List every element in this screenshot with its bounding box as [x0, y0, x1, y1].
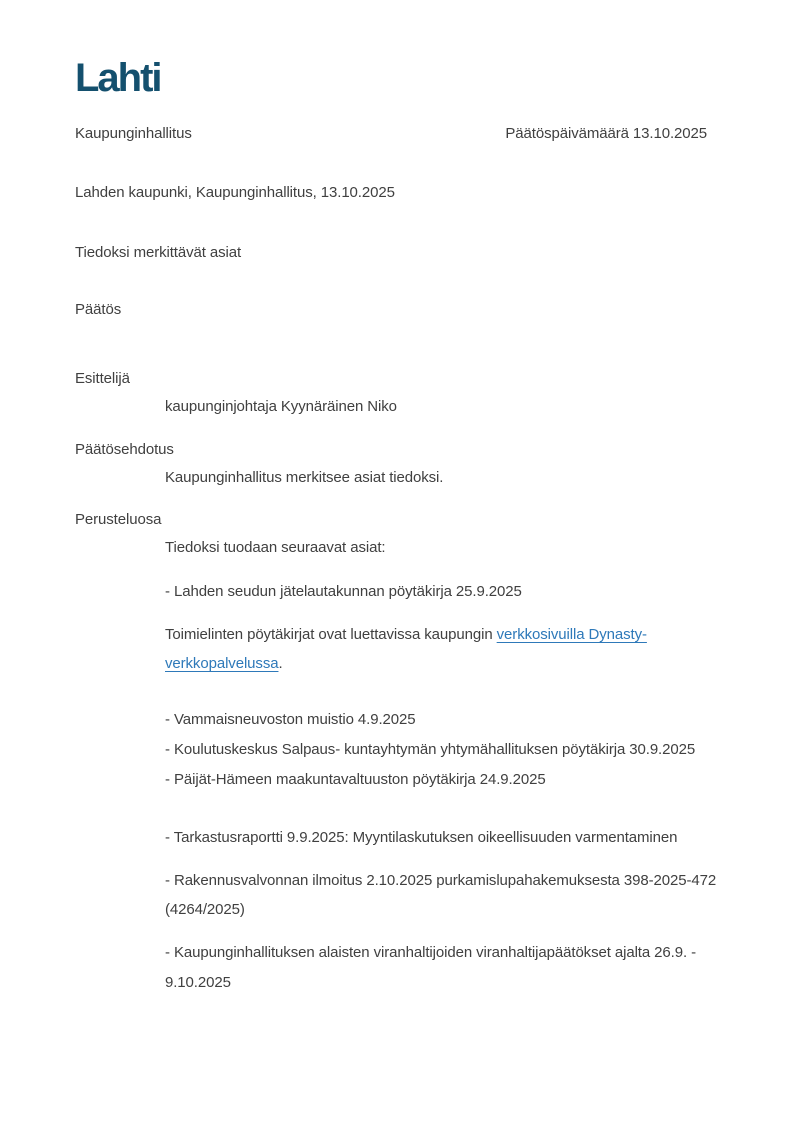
- list-item-rakennusvalvonta-line1: - Rakennusvalvonnan ilmoitus 2.10.2025 purkamislupahakemuksesta 398-2025-472: [165, 872, 717, 889]
- list-item-koulutuskeskus: - Koulutuskeskus Salpaus- kuntayhtymän yhtymähallituksen pöytäkirja 30.9.2025: [165, 741, 696, 758]
- subject-heading: Tiedoksi merkittävät asiat: [75, 244, 242, 261]
- document-title: Lahden kaupunki, Kaupunginhallitus, 13.10.2025: [75, 184, 395, 201]
- presenter-value: kaupunginjohtaja Kyynäräinen Niko: [165, 398, 397, 415]
- presenter-heading: Esittelijä: [75, 370, 130, 387]
- list-item-tarkastusraportti: - Tarkastusraportti 9.9.2025: Myyntilaskutuksen oikeellisuuden varmentaminen: [165, 829, 678, 846]
- list-item-maakuntavaltuusto: - Päijät-Hämeen maakuntavaltuuston pöytäkirja 24.9.2025: [165, 771, 546, 788]
- rationale-intro: Tiedoksi tuodaan seuraavat asiat:: [165, 539, 386, 556]
- lahti-logo: Lahti: [75, 56, 161, 100]
- list-item-vammaisneuvosto: - Vammaisneuvoston muistio 4.9.2025: [165, 711, 416, 728]
- dynasty-link[interactable]: verkkopalvelussa: [165, 655, 279, 672]
- list-item-rakennusvalvonta-line2: (4264/2025): [165, 901, 245, 918]
- proposal-value: Kaupunginhallitus merkitsee asiat tiedoksi.: [165, 469, 444, 486]
- link-paragraph-line2: [165, 654, 707, 674]
- rationale-heading: Perusteluosa: [75, 511, 162, 528]
- link-paragraph-line1: [165, 625, 707, 645]
- list-item-viranhaltijapaatokset-line1: - Kaupunginhallituksen alaisten viranhaltijoiden viranhaltijapäätökset ajalta 26.9. -: [165, 944, 697, 961]
- list-item-jatelautakunta: - Lahden seudun jätelautakunnan pöytäkirja 25.9.2025: [165, 583, 522, 600]
- dynasty-link[interactable]: verkkosivuilla Dynasty-: [496, 626, 647, 643]
- decision-date: Päätöspäivämäärä 13.10.2025: [505, 125, 707, 142]
- proposal-heading: Päätösehdotus: [75, 441, 174, 458]
- link-paragraph-suffix: .: [278, 655, 283, 672]
- decision-heading: Päätös: [75, 301, 122, 318]
- header-organization: Kaupunginhallitus: [75, 125, 192, 142]
- document-header: [75, 124, 707, 144]
- list-item-viranhaltijapaatokset-line2: 9.10.2025: [165, 974, 231, 991]
- link-paragraph-prefix: Toimielinten pöytäkirjat ovat luettavissa kaupungin: [165, 626, 497, 643]
